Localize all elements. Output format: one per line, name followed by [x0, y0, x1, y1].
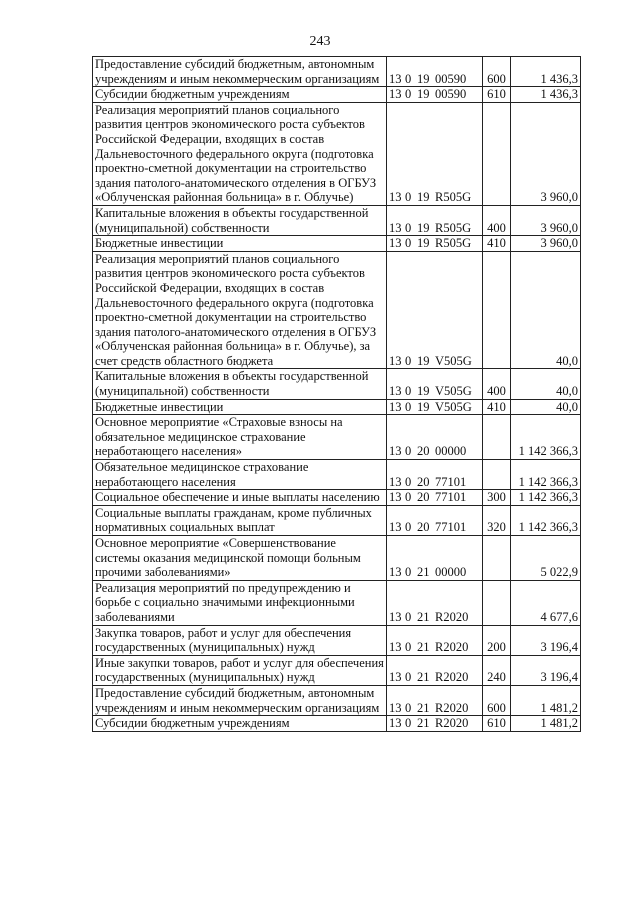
expense-type-code: 600: [483, 685, 511, 715]
code-program: 13: [389, 353, 402, 368]
target-article-code: [387, 369, 483, 399]
amount: 40,0: [511, 369, 581, 399]
code-direction: R2020: [435, 700, 469, 715]
code-program: 13: [389, 384, 402, 399]
amount: 1 142 366,3: [511, 490, 581, 506]
table-row: [93, 716, 581, 732]
code-measure: 19: [417, 353, 430, 368]
code-subprogram: 0: [405, 236, 412, 251]
table-row: [93, 625, 581, 655]
code-subprogram: 0: [405, 670, 412, 685]
code-direction: 00590: [435, 87, 467, 102]
target-article-code: [387, 57, 483, 87]
expense-type-code: 410: [483, 236, 511, 252]
table-row: [93, 251, 581, 369]
code-subprogram: 0: [405, 399, 412, 414]
expense-name: Субсидии бюджетным учреждениям: [93, 716, 387, 732]
code-subprogram: 0: [405, 716, 412, 731]
expense-name: Обязательное медицинское страхование неработающего населения: [93, 460, 387, 490]
target-article-code: [387, 490, 483, 506]
code-measure: 19: [417, 71, 430, 86]
code-subprogram: 0: [405, 444, 412, 459]
target-article-code: [387, 399, 483, 415]
code-measure: 20: [417, 520, 430, 535]
code-program: 13: [389, 220, 402, 235]
expense-type-code: 400: [483, 369, 511, 399]
code-direction: R2020: [435, 609, 469, 624]
expense-name: Реализация мероприятий планов социального развития центров экономического роста субъектов Российской Федерации, входящих в состав Дальневосточного федерального округа (подготовка проектно-сметной документации на строительство здания патолого-анатомического отделения в ОГБУЗ «Облученская районная больница» в г. Облучье), за счет средств областного бюджета: [93, 251, 387, 369]
code-measure: 19: [417, 399, 430, 414]
target-article-code: [387, 536, 483, 581]
target-article-code: [387, 87, 483, 103]
target-article-code: [387, 625, 483, 655]
amount: 1 436,3: [511, 57, 581, 87]
code-direction: 00000: [435, 444, 467, 459]
code-measure: 20: [417, 444, 430, 459]
code-program: 13: [389, 399, 402, 414]
code-measure: 19: [417, 384, 430, 399]
code-program: 13: [389, 640, 402, 655]
expense-type-code: 240: [483, 655, 511, 685]
budget-table-body: [93, 57, 581, 732]
code-measure: 19: [417, 236, 430, 251]
target-article-code: [387, 685, 483, 715]
table-row: [93, 57, 581, 87]
code-measure: 19: [417, 220, 430, 235]
code-subprogram: 0: [405, 490, 412, 505]
code-direction: R2020: [435, 716, 469, 731]
expense-type-code: [483, 536, 511, 581]
code-direction: R2020: [435, 640, 469, 655]
expense-type-code: 300: [483, 490, 511, 506]
code-direction: R505G: [435, 236, 472, 251]
target-article-code: [387, 415, 483, 460]
target-article-code: [387, 460, 483, 490]
table-row: [93, 236, 581, 252]
code-measure: 21: [417, 640, 430, 655]
table-row: [93, 685, 581, 715]
expense-name: Предоставление субсидий бюджетным, автономным учреждениям и иным некоммерческим организациям: [93, 685, 387, 715]
table-row: [93, 460, 581, 490]
code-direction: R505G: [435, 190, 472, 205]
expense-name: Капитальные вложения в объекты государственной (муниципальной) собственности: [93, 205, 387, 235]
code-program: 13: [389, 700, 402, 715]
code-direction: 00000: [435, 565, 467, 580]
expense-name: Основное мероприятие «Совершенствование системы оказания медицинской помощи больным прочими заболеваниями»: [93, 536, 387, 581]
expense-name: Социальные выплаты гражданам, кроме публичных нормативных социальных выплат: [93, 505, 387, 535]
expense-type-code: [483, 415, 511, 460]
expense-type-code: [483, 460, 511, 490]
table-row: [93, 536, 581, 581]
amount: 1 481,2: [511, 685, 581, 715]
code-measure: 20: [417, 490, 430, 505]
amount: 3 196,4: [511, 625, 581, 655]
amount: 40,0: [511, 251, 581, 369]
budget-table: [92, 56, 581, 732]
code-measure: 20: [417, 474, 430, 489]
expense-type-code: 320: [483, 505, 511, 535]
target-article-code: [387, 655, 483, 685]
amount: 40,0: [511, 399, 581, 415]
table-row: [93, 205, 581, 235]
expense-name: Иные закупки товаров, работ и услуг для обеспечения государственных (муниципальных) нужд: [93, 655, 387, 685]
code-subprogram: 0: [405, 609, 412, 624]
expense-type-code: 610: [483, 87, 511, 103]
target-article-code: [387, 236, 483, 252]
expense-name: Закупка товаров, работ и услуг для обеспечения государственных (муниципальных) нужд: [93, 625, 387, 655]
code-measure: 21: [417, 670, 430, 685]
code-program: 13: [389, 670, 402, 685]
code-measure: 21: [417, 716, 430, 731]
table-row: [93, 415, 581, 460]
code-direction: R505G: [435, 220, 472, 235]
amount: 3 960,0: [511, 205, 581, 235]
table-row: [93, 580, 581, 625]
code-direction: 77101: [435, 474, 467, 489]
code-subprogram: 0: [405, 71, 412, 86]
expense-type-code: 200: [483, 625, 511, 655]
expense-type-code: 610: [483, 716, 511, 732]
code-direction: 77101: [435, 490, 467, 505]
code-subprogram: 0: [405, 220, 412, 235]
expense-type-code: 400: [483, 205, 511, 235]
amount: 3 960,0: [511, 236, 581, 252]
target-article-code: [387, 251, 483, 369]
code-subprogram: 0: [405, 565, 412, 580]
code-program: 13: [389, 490, 402, 505]
expense-name: Бюджетные инвестиции: [93, 236, 387, 252]
code-direction: V505G: [435, 399, 472, 414]
expense-name: Реализация мероприятий планов социального развития центров экономического роста субъектов Российской Федерации, входящих в состав Дальневосточного федерального округа (подготовка проектно-сметной документации на строительство здания патолого-анатомического отделения в ОГБУЗ «Облученская районная больница» в г. Облучье): [93, 102, 387, 205]
code-subprogram: 0: [405, 190, 412, 205]
code-program: 13: [389, 444, 402, 459]
code-direction: V505G: [435, 353, 472, 368]
code-program: 13: [389, 609, 402, 624]
target-article-code: [387, 205, 483, 235]
code-subprogram: 0: [405, 87, 412, 102]
code-program: 13: [389, 236, 402, 251]
code-program: 13: [389, 716, 402, 731]
code-subprogram: 0: [405, 520, 412, 535]
amount: 3 196,4: [511, 655, 581, 685]
amount: 1 436,3: [511, 87, 581, 103]
code-subprogram: 0: [405, 640, 412, 655]
expense-name: Основное мероприятие «Страховые взносы на обязательное медицинское страхование неработающего населения»: [93, 415, 387, 460]
code-direction: 77101: [435, 520, 467, 535]
table-row: [93, 490, 581, 506]
code-subprogram: 0: [405, 700, 412, 715]
amount: 4 677,6: [511, 580, 581, 625]
expense-name: Реализация мероприятий по предупреждению и борьбе с социально значимыми инфекционными заболеваниями: [93, 580, 387, 625]
code-measure: 21: [417, 565, 430, 580]
code-direction: V505G: [435, 384, 472, 399]
target-article-code: [387, 580, 483, 625]
code-measure: 19: [417, 87, 430, 102]
code-direction: 00590: [435, 71, 467, 86]
amount: 1 142 366,3: [511, 415, 581, 460]
expense-type-code: 600: [483, 57, 511, 87]
expense-name: Капитальные вложения в объекты государственной (муниципальной) собственности: [93, 369, 387, 399]
table-row: [93, 655, 581, 685]
page-number: 243: [309, 34, 331, 49]
amount: 5 022,9: [511, 536, 581, 581]
expense-name: Субсидии бюджетным учреждениям: [93, 87, 387, 103]
code-measure: 19: [417, 190, 430, 205]
expense-type-code: 410: [483, 399, 511, 415]
code-program: 13: [389, 87, 402, 102]
target-article-code: [387, 102, 483, 205]
expense-name: Предоставление субсидий бюджетным, автономным учреждениям и иным некоммерческим организациям: [93, 57, 387, 87]
code-subprogram: 0: [405, 353, 412, 368]
code-subprogram: 0: [405, 384, 412, 399]
target-article-code: [387, 505, 483, 535]
amount: 1 142 366,3: [511, 505, 581, 535]
code-program: 13: [389, 520, 402, 535]
code-measure: 21: [417, 700, 430, 715]
table-row: [93, 399, 581, 415]
code-subprogram: 0: [405, 474, 412, 489]
expense-type-code: [483, 251, 511, 369]
target-article-code: [387, 716, 483, 732]
code-program: 13: [389, 190, 402, 205]
amount: 1 142 366,3: [511, 460, 581, 490]
amount: 1 481,2: [511, 716, 581, 732]
table-row: [93, 102, 581, 205]
amount: 3 960,0: [511, 102, 581, 205]
table-row: [93, 369, 581, 399]
table-row: [93, 87, 581, 103]
code-direction: R2020: [435, 670, 469, 685]
expense-type-code: [483, 102, 511, 205]
expense-name: Бюджетные инвестиции: [93, 399, 387, 415]
expense-type-code: [483, 580, 511, 625]
code-measure: 21: [417, 609, 430, 624]
expense-name: Социальное обеспечение и иные выплаты населению: [93, 490, 387, 506]
code-program: 13: [389, 565, 402, 580]
table-row: [93, 505, 581, 535]
code-program: 13: [389, 71, 402, 86]
code-program: 13: [389, 474, 402, 489]
